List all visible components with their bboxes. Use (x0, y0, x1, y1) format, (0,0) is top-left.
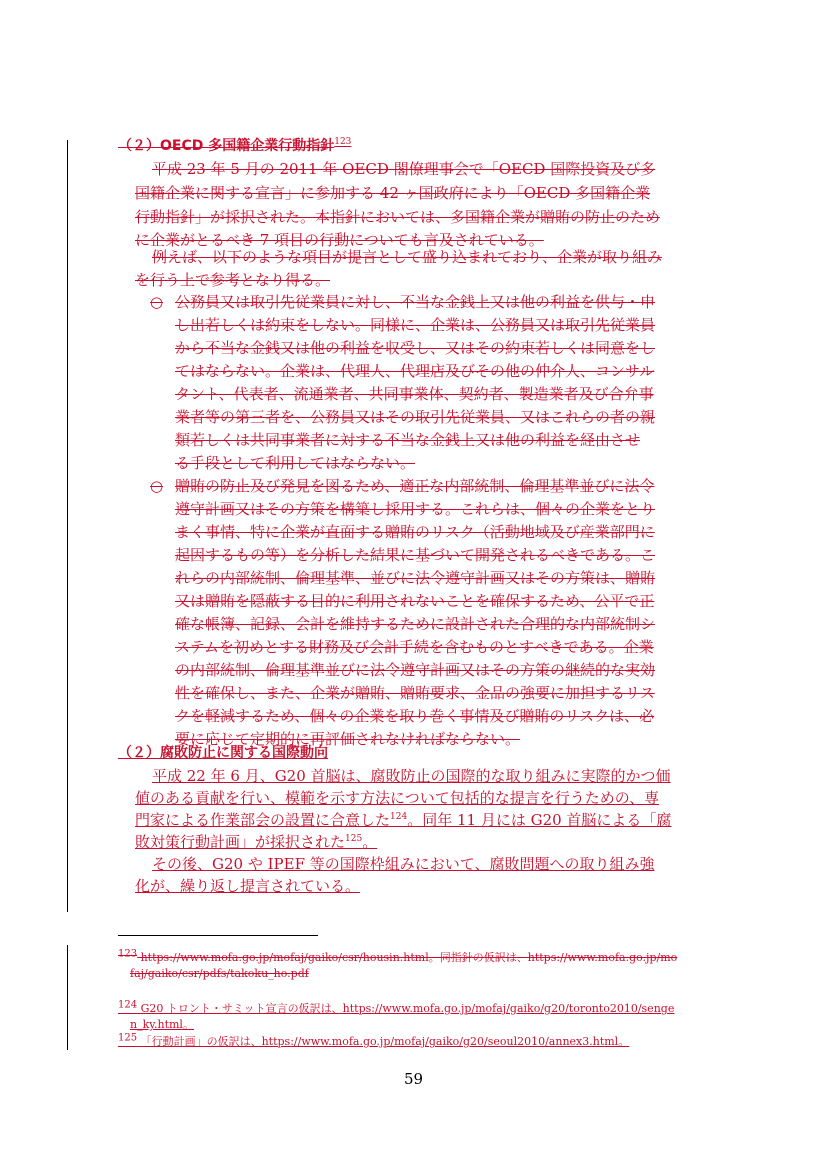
footnote-separator (118, 935, 318, 936)
bullet1-line: 類若しくは共同事業者に対する不当な金銭上又は他の利益を経由させ (175, 431, 641, 449)
bullet1-line: 業者等の第三者を、公務員又はその取引先従業員、又はこれらの者の親 (175, 408, 656, 426)
bullet1-line: し出若しくは約束をしない。同様に、企業は、公務員又は取引先従業員 (175, 316, 656, 334)
bullet2-line: 遵守計画又はその方策を構築し採用する。これらは、個々の企業をとり (175, 500, 656, 518)
deleted-para1-line: 平成 23 年 5 月の 2011 年 OECD 閣僚理事会で「OECD 国際投資及び多 (152, 160, 656, 178)
footnote-125: 125 「行動計画」の仮訳は、https://www.mofa.go.jp/mofaj/gaiko/g20/seoul2010/annex3.html。 (118, 1032, 630, 1048)
inserted-para1-line: 敗対策行動計画」が採択された$^{125}$。 (135, 833, 378, 851)
change-bar (67, 140, 68, 912)
footnote-ref[interactable]: 125 (345, 834, 363, 844)
bullet2-line: 確な帳簿、記録、会計を維持するために設計された合理的な内部統制シ (175, 615, 656, 633)
bullet2-line: まく事情、特に企業が直面する贈賄のリスク（活動地域及び産業部門に (175, 523, 655, 541)
bullet-marker: ○ (150, 293, 164, 311)
deleted-heading: （２）OECD 多国籍企業行動指針$^{123}$ (118, 137, 352, 154)
page-number: 59 (403, 1070, 424, 1088)
deleted-para2-line: を行う上で参考となり得る。 (135, 271, 331, 289)
inserted-para2-line: その後、G20 や IPEF 等の国際枠組みにおいて、腐敗問題への取り組み強 (152, 855, 655, 873)
bullet-marker: ○ (150, 477, 164, 495)
bullet2-line: 要に応じて定期的に再評価されなければならない。 (175, 730, 521, 748)
bullet1-line: タント、代表者、流通業者、共同事業体、契約者、製造業者及び合弁事 (175, 385, 654, 403)
bullet1-line: てはならない。企業は、代理人、代理店及びその他の仲介人、コンサル (175, 362, 655, 380)
inserted-heading: （２）腐敗防止に関する国際動向 (118, 745, 328, 761)
footnote-ref[interactable]: 123 (334, 137, 352, 147)
deleted-para1-line: に企業がとるべき 7 項目の行動についても言及されている。 (135, 231, 544, 249)
bullet1-line: る手段として利用してはならない。 (175, 454, 416, 472)
inserted-para1-line: 値のある貢献を行い、模範を示す方法について包括的な提言を行うための、専 (135, 789, 660, 807)
footnote-124: 124 G20 トロント・サミット宣言の仮訳は、https://www.mofa.go.jp/mofaj/gaiko/g20/toronto2010/senge (118, 999, 675, 1015)
bullet2-line: ステムを初めとする財務及び会計手続を含むものとすべきである。企業 (175, 638, 654, 656)
inserted-para1-line: 平成 22 年 6 月、G20 首脳は、腐敗防止の国際的な取り組みに実際的かつ価 (152, 767, 671, 785)
inserted-para2-line: 化が、繰り返し提言されている。 (135, 877, 361, 895)
footnote-123-cont[interactable]: faj/gaiko/csr/pdfs/takoku_ho.pdf (130, 967, 309, 980)
bullet1-line: 公務員又は取引先従業員に対し、不当な金銭上又は他の利益を供与・申 (175, 293, 656, 311)
bullet2-line: れらの内部統制、倫理基準、並びに法令遵守計画又はその方策は、贈賄 (175, 569, 656, 587)
change-bar (67, 945, 68, 1050)
footnote-123: 123 https://www.mofa.go.jp/mofaj/gaiko/csr/housin.html。同指針の仮訳は、https://www.mofa.go.jp/mo (118, 948, 678, 964)
bullet1-line: から不当な金銭又は他の利益を収受し、又はその約束若しくは同意をし (175, 339, 656, 357)
footnote-124-cont[interactable]: n_ky.html。 (130, 1018, 194, 1031)
bullet2-line: 性を確保し、また、企業が贈賄、贈賄要求、金品の強要に加担するリス (175, 684, 655, 702)
deleted-para1-line: 行動指針」が採択された。本指針においては、多国籍企業が贈賄の防止のため (135, 208, 661, 226)
inserted-para1-line: 門家による作業部会の設置に合意した$^{124}$。同年 11 月には G20 首脳による「腐 (135, 811, 672, 829)
deleted-para1-line: 国籍企業に関する宣言」に参加する 42 ヶ国政府により「OECD 多国籍企業 (135, 184, 651, 202)
bullet2-line: 贈賄の防止及び発見を図るため、適正な内部統制、倫理基準並びに法令 (175, 477, 655, 495)
bullet2-line: の内部統制、倫理基準並びに法令遵守計画又はその方策の継続的な実効 (175, 661, 656, 679)
bullet2-line: 起因するもの等）を分析した結果に基づいて開発されるべきである。こ (175, 546, 656, 564)
deleted-para2-line: 例えば、以下のような項目が提言として盛り込まれており、企業が取り組み (152, 248, 663, 266)
bullet2-line: 又は贈賄を隠蔽する目的に利用されないことを確保するため、公平で正 (175, 592, 655, 610)
footnote-ref[interactable]: 124 (390, 812, 408, 822)
bullet2-line: クを軽減するため、個々の企業を取り巻く事情及び贈賄のリスクは、必 (175, 707, 655, 725)
